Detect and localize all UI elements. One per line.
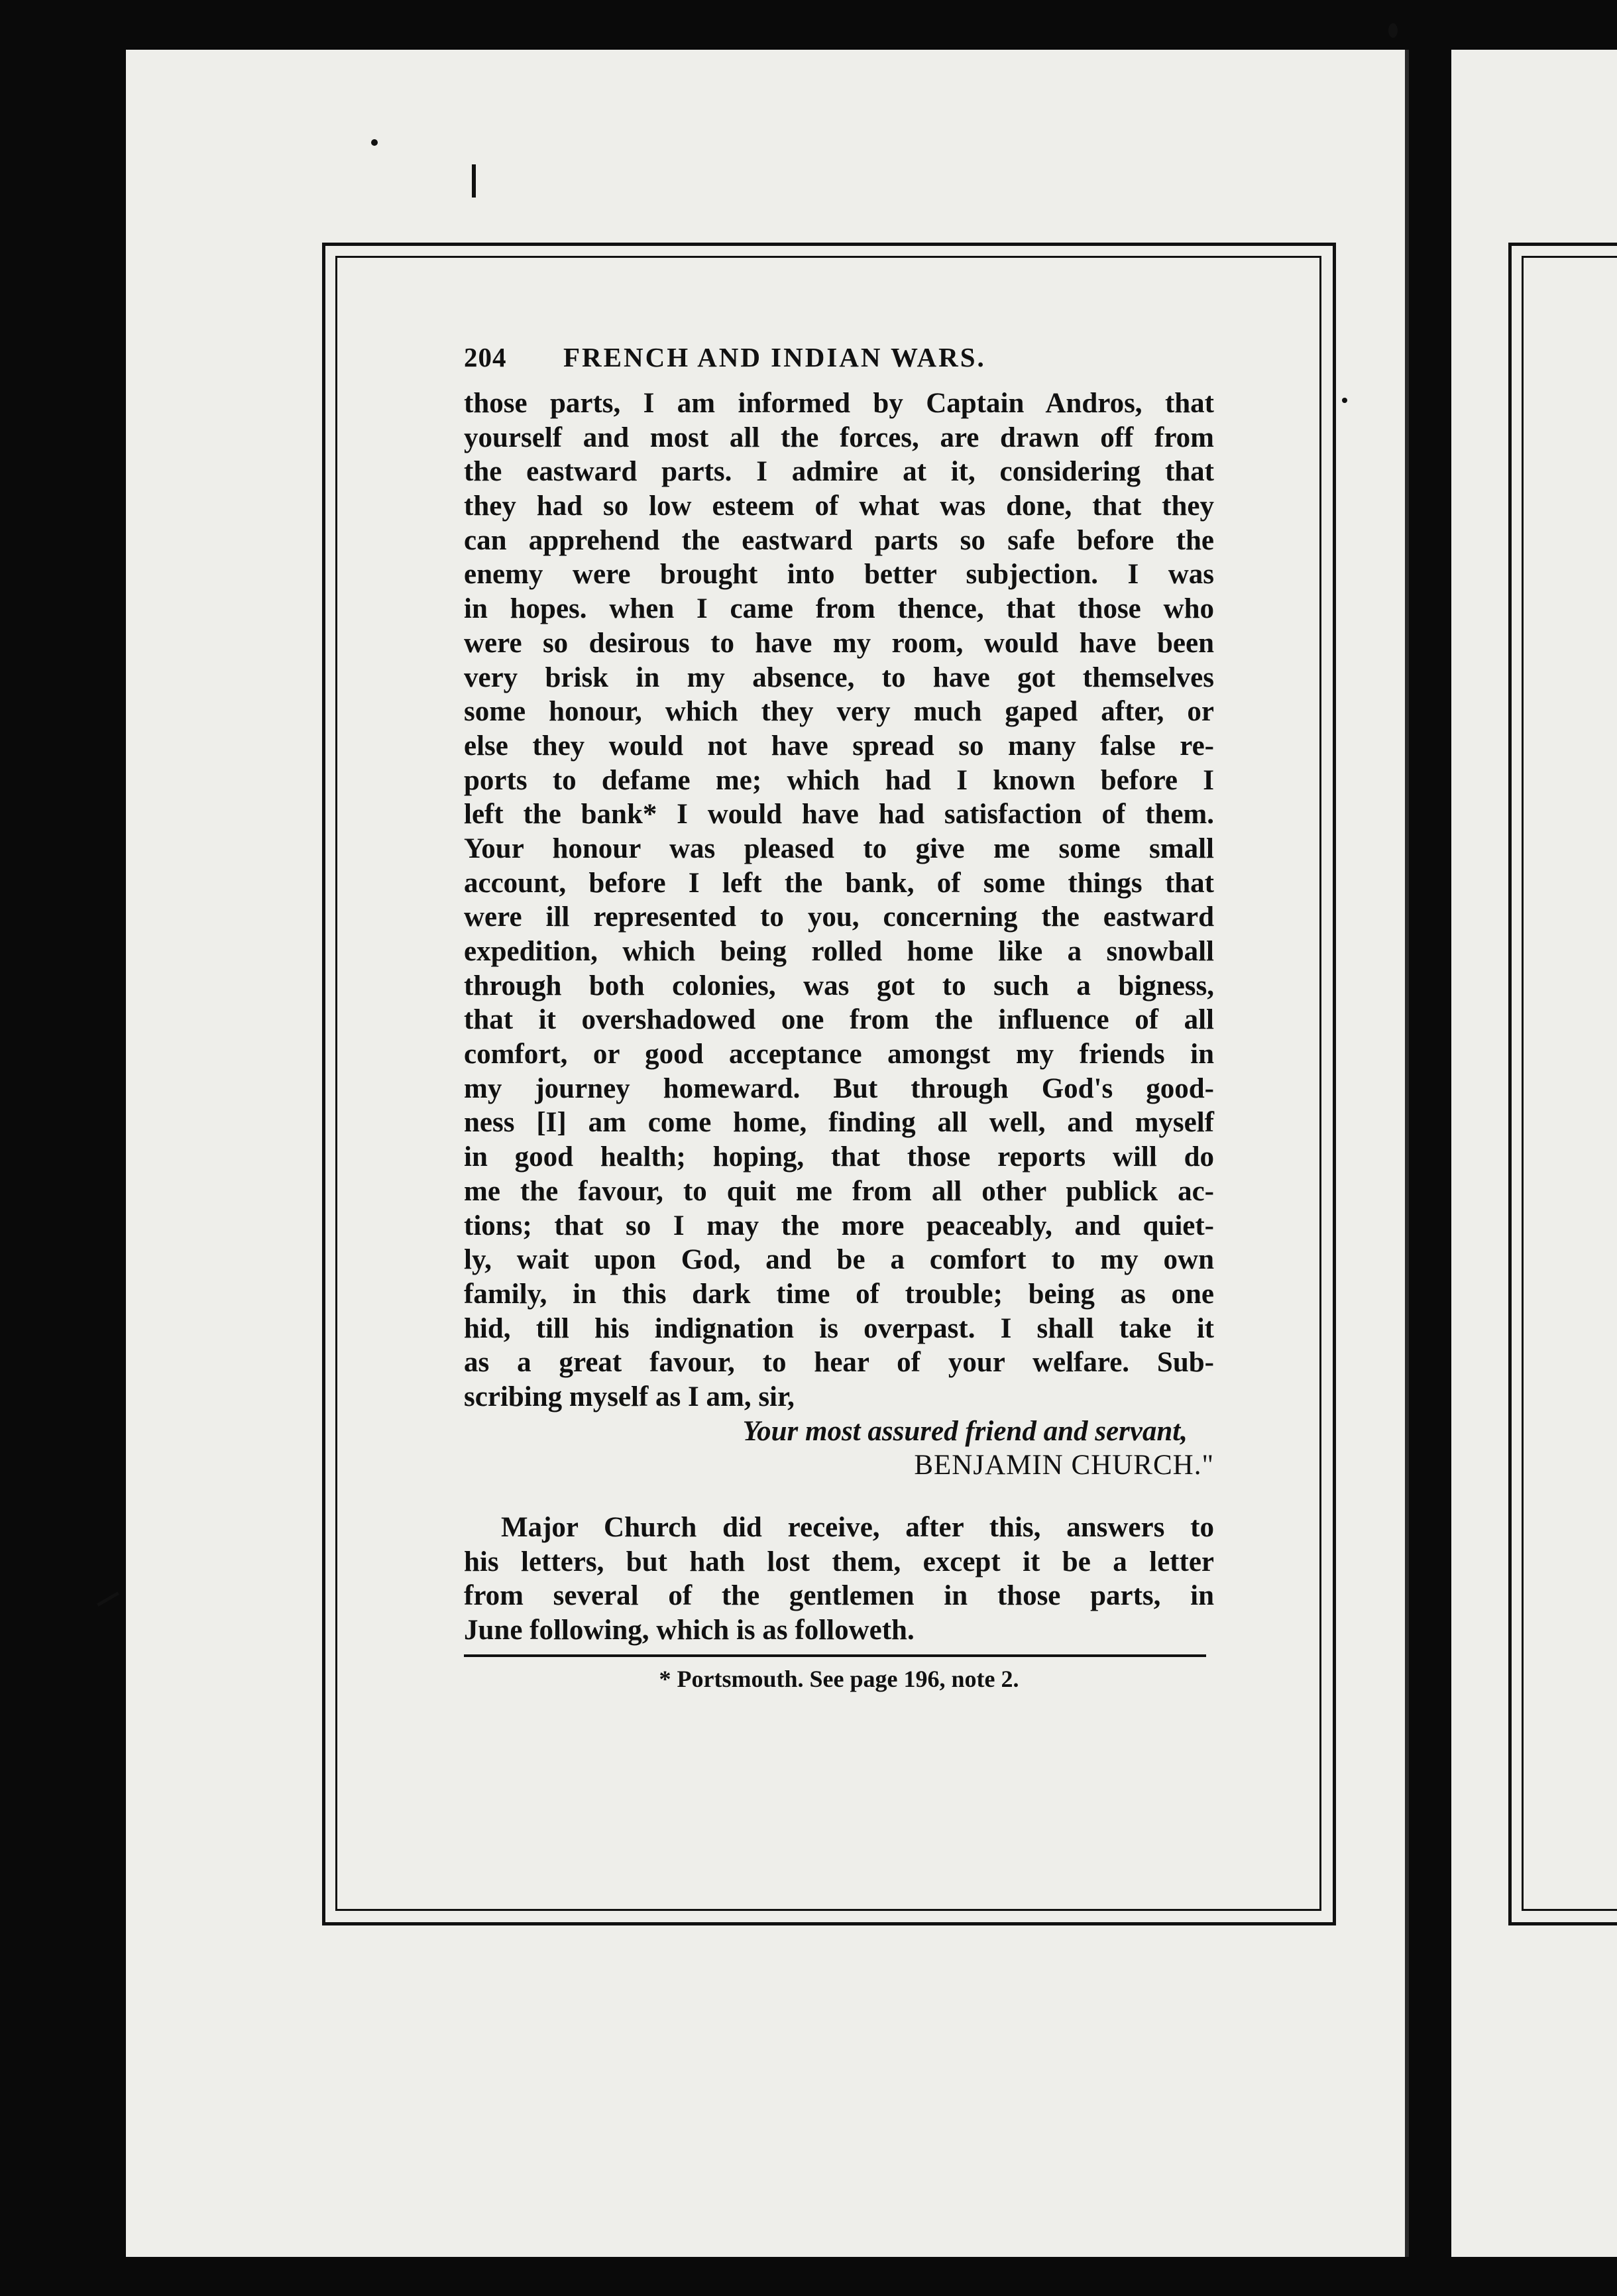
running-title: FRENCH AND INDIAN WARS. bbox=[563, 342, 986, 373]
text-line: some honour, which they very much gaped after, or bbox=[464, 696, 1214, 728]
text-line: left the bank* I would have had satisfaction of them. bbox=[464, 799, 1214, 831]
next-page-border-inner bbox=[1522, 256, 1617, 1911]
paragraph-gap bbox=[464, 1483, 1214, 1511]
text-line: in good health; hoping, that those reports will do bbox=[464, 1141, 1214, 1173]
text-line: yourself and most all the forces, are drawn off from bbox=[464, 422, 1214, 453]
text-line: account, before I left the bank, of some things that bbox=[464, 867, 1214, 899]
text-line: were ill represented to you, concerning the eastward bbox=[464, 901, 1214, 933]
text-line: that it overshadowed one from the influence of all bbox=[464, 1004, 1214, 1036]
scan-speck bbox=[97, 1591, 119, 1606]
text-line: comfort, or good acceptance amongst my friends in bbox=[464, 1039, 1214, 1070]
text-line: else they would not have spread so many false re- bbox=[464, 730, 1214, 762]
footnote: * Portsmouth. See page 196, note 2. bbox=[659, 1665, 1019, 1692]
text-line: hid, till his indignation is overpast. I shall take it bbox=[464, 1312, 1214, 1344]
text-line: those parts, I am informed by Captain Andros, that bbox=[464, 388, 1214, 419]
text-line: Your honour was pleased to give me some small bbox=[464, 832, 1214, 864]
scan-speck bbox=[472, 164, 476, 198]
text-line: in hopes. when I came from thence, that those who bbox=[464, 593, 1214, 625]
text-line: tions; that so I may the more peaceably, and quiet- bbox=[464, 1210, 1214, 1241]
scan-speck bbox=[1342, 398, 1347, 403]
footnote-rule bbox=[464, 1654, 1206, 1657]
text-line: can apprehend the eastward parts so safe before the bbox=[464, 524, 1214, 556]
letter-closing: Your most assured friend and servant, bbox=[742, 1415, 1188, 1447]
text-line: ports to defame me; which had I known before I bbox=[464, 764, 1214, 796]
letter-body bbox=[464, 386, 1214, 1648]
text-line: enemy were brought into better subjection. I was bbox=[464, 559, 1214, 591]
page-number: 204 bbox=[464, 342, 507, 373]
text-line: scribing myself as I am, sir, bbox=[464, 1381, 795, 1412]
text-line: from several of the gentlemen in those parts, in bbox=[464, 1580, 1214, 1612]
text-line: ly, wait upon God, and be a comfort to my own bbox=[464, 1244, 1214, 1276]
text-line: June following, which is as followeth. bbox=[464, 1615, 915, 1646]
text-line: ness [I] am come home, finding all well, and myself bbox=[464, 1107, 1214, 1139]
text-line: the eastward parts. I admire at it, considering that bbox=[464, 456, 1214, 488]
running-head bbox=[464, 341, 1214, 381]
text-line: through both colonies, was got to such a bigness, bbox=[464, 970, 1214, 1002]
text-line: they had so low esteem of what was done, that they bbox=[464, 490, 1214, 522]
text-line: were so desirous to have my room, would have been bbox=[464, 627, 1214, 659]
scan-speck bbox=[1388, 23, 1398, 38]
text-line: expedition, which being rolled home like a snowball bbox=[464, 936, 1214, 967]
scan-speck bbox=[371, 139, 378, 146]
text-line: me the favour, to quit me from all other publick ac- bbox=[464, 1175, 1214, 1207]
text-line: family, in this dark time of trouble; being as one bbox=[464, 1278, 1214, 1310]
letter-signature: BENJAMIN CHURCH." bbox=[914, 1450, 1214, 1481]
text-line: his letters, but hath lost them, except it be a letter bbox=[464, 1546, 1214, 1578]
text-line: as a great favour, to hear of your welfare. Sub- bbox=[464, 1347, 1214, 1379]
text-line: very brisk in my absence, to have got themselves bbox=[464, 661, 1214, 693]
text-line: my journey homeward. But through God's good- bbox=[464, 1072, 1214, 1104]
page-content bbox=[464, 341, 1214, 1694]
text-line: Major Church did receive, after this, answers to bbox=[501, 1512, 1214, 1543]
